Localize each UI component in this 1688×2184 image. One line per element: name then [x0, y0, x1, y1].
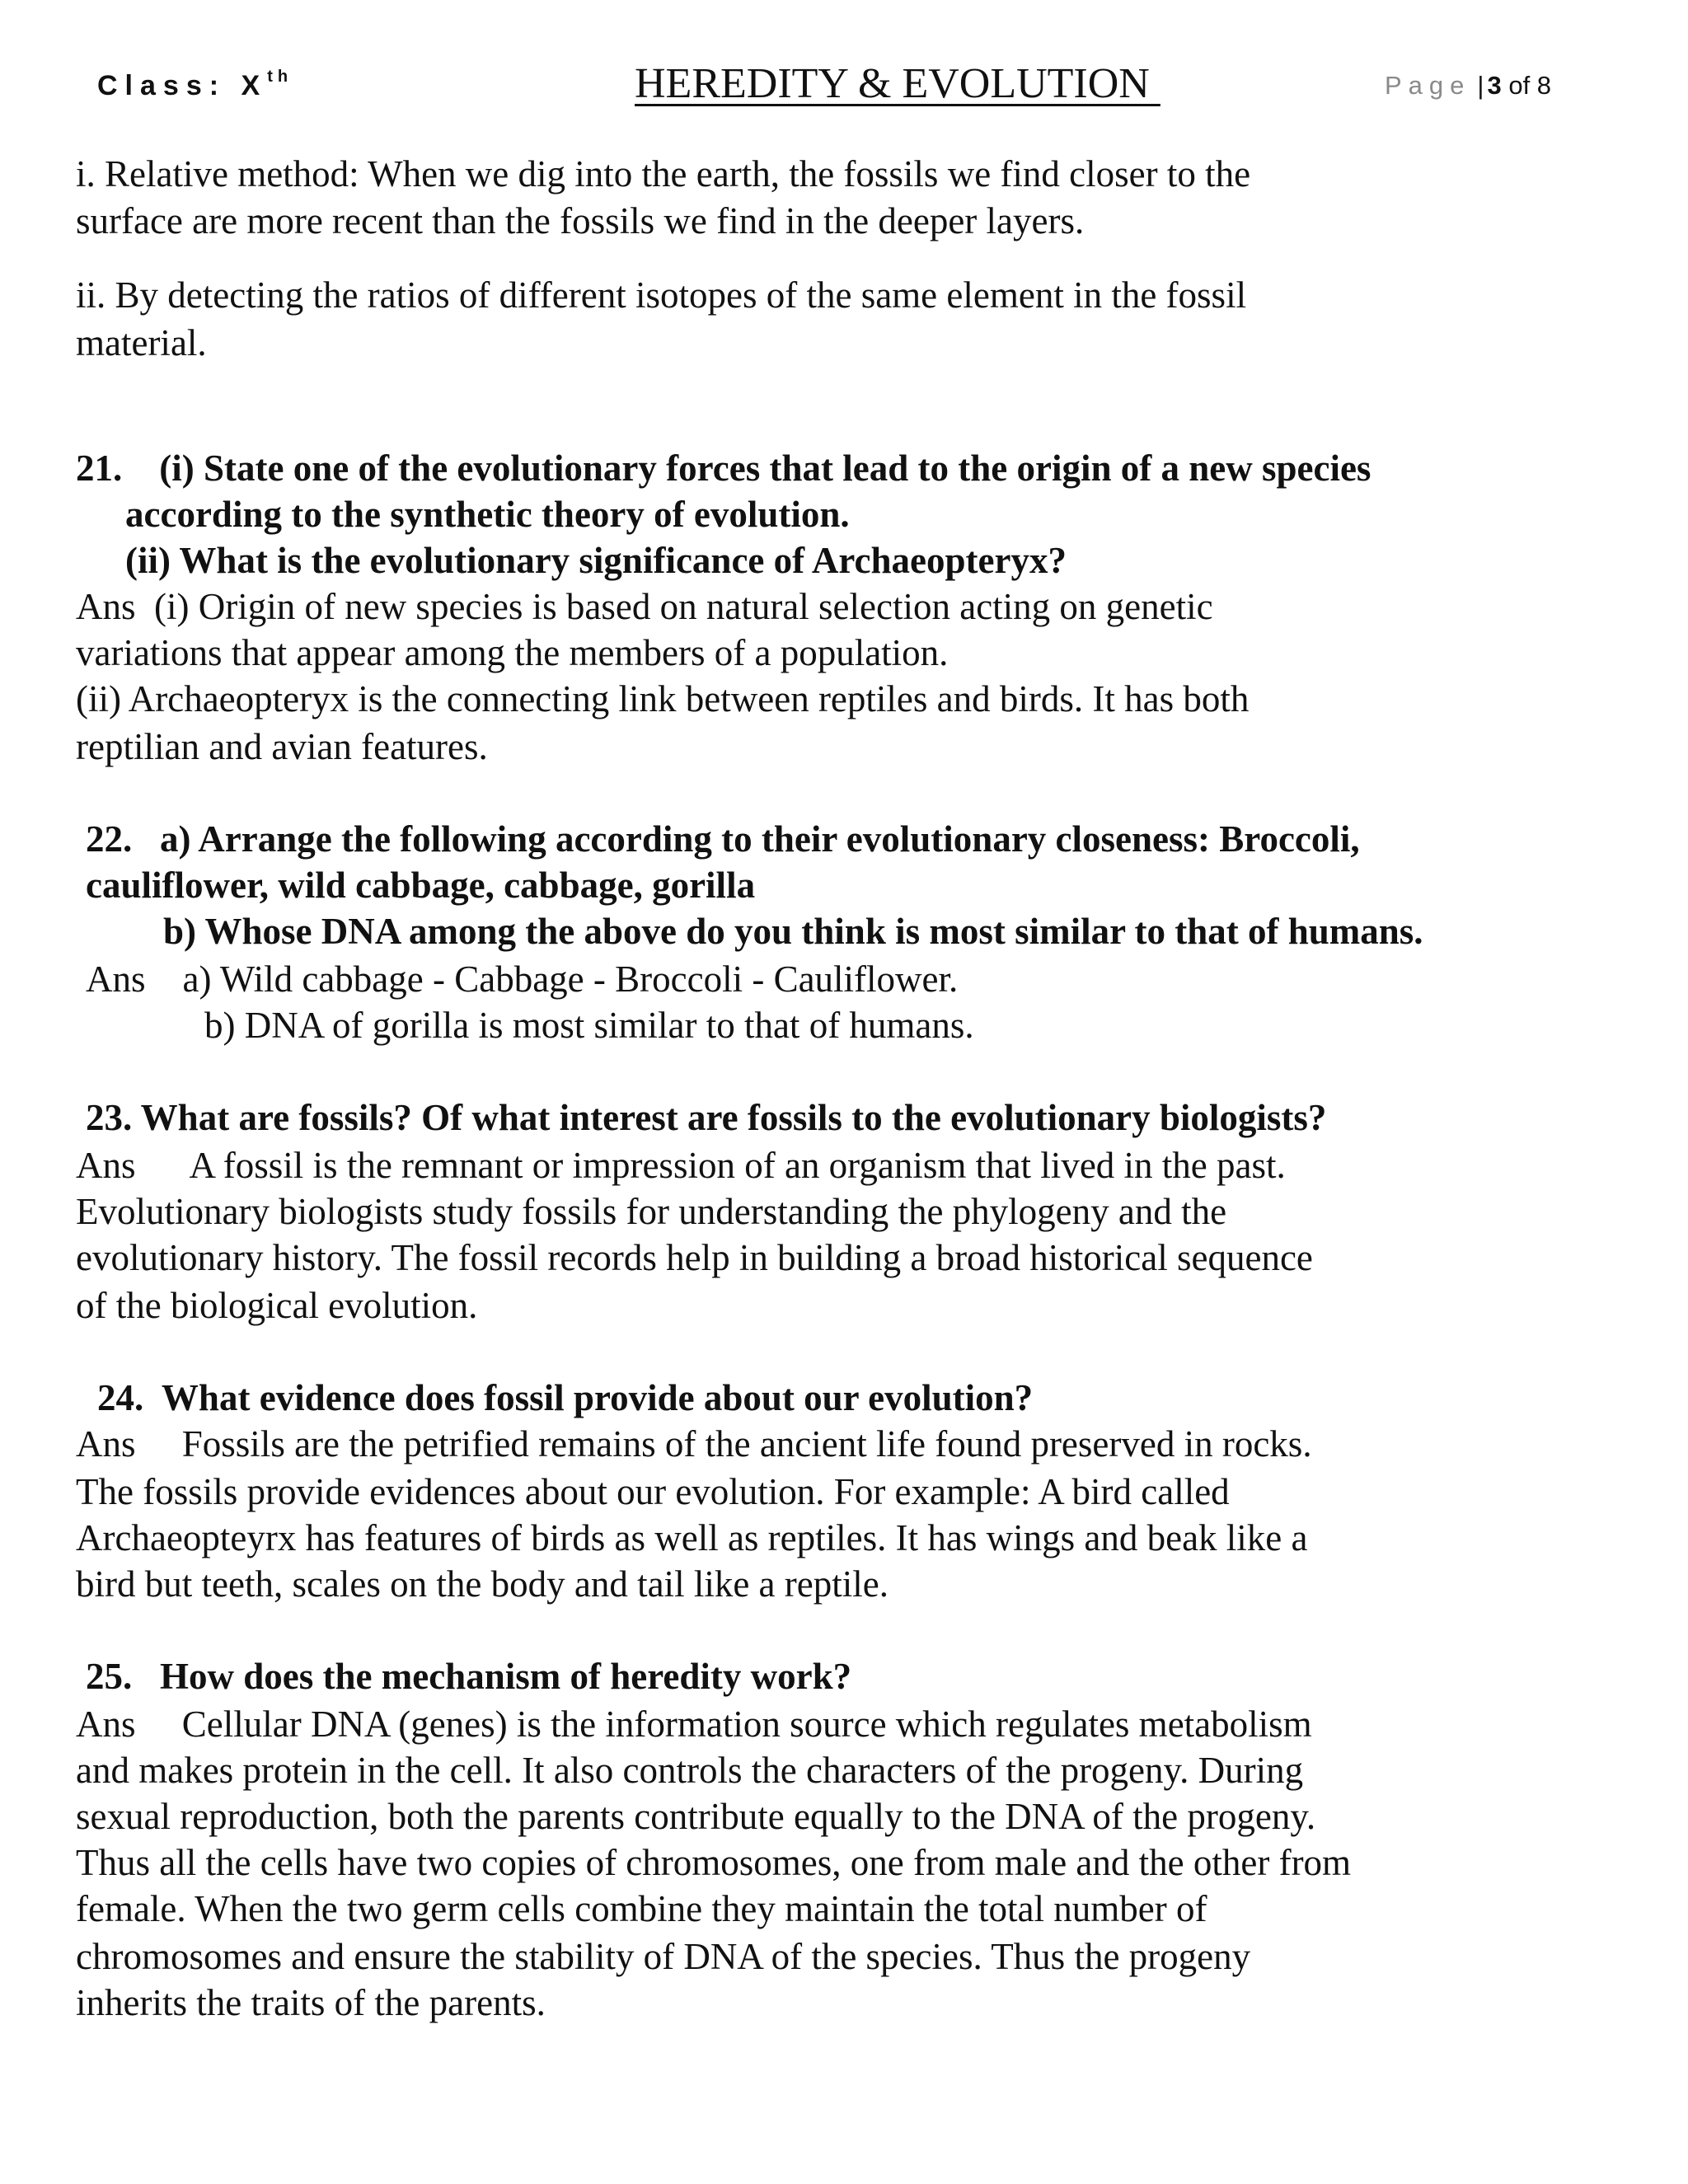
text-line: (ii) Archaeopteryx is the connecting link between reptiles and birds. It has both — [76, 678, 1250, 719]
question-25: 25. How does the mechanism of heredity work? — [86, 1656, 852, 1697]
question-22-line: cauliflower, wild cabbage, cabbage, gorilla — [86, 865, 756, 906]
text-line: chromosomes and ensure the stability of DNA of the species. Thus the progeny — [76, 1936, 1251, 1977]
answer-21: Ans (i) Origin of new species is based on natural selection acting on genetic — [76, 586, 1213, 627]
question-24: 24. What evidence does fossil provide about our evolution? — [97, 1377, 1034, 1418]
text-line: i. Relative method: When we dig into the earth, the fossils we find closer to the — [76, 153, 1251, 194]
text-line: Thus all the cells have two copies of chromosomes, one from male and the other from — [76, 1842, 1352, 1883]
text-line: bird but teeth, scales on the body and tail like a reptile. — [76, 1563, 889, 1605]
text-line: female. When the two germ cells combine they maintain the total number of — [76, 1888, 1207, 1929]
answer-23: Ans A fossil is the remnant or impression of an organism that lived in the past. — [76, 1145, 1286, 1186]
question-21-line: according to the synthetic theory of evolution. — [125, 494, 850, 535]
text-line: reptilian and avian features. — [76, 726, 488, 767]
text-line: The fossils provide evidences about our evolution. For example: A bird called — [76, 1471, 1230, 1512]
text-line: sexual reproduction, both the parents contribute equally to the DNA of the progeny. — [76, 1796, 1316, 1837]
answer-24: Ans Fossils are the petrified remains of the ancient life found preserved in rocks. — [76, 1423, 1312, 1465]
page-separator: | — [1477, 71, 1484, 100]
class-label — [97, 68, 293, 102]
answer-22: Ans a) Wild cabbage - Cabbage - Broccoli - Cauliflower. — [86, 958, 959, 1000]
text-line: ii. By detecting the ratios of different isotopes of the same element in the fossil — [76, 274, 1247, 316]
question-22-part-b: b) Whose DNA among the above do you think is most similar to that of humans. — [163, 911, 1423, 952]
page-current: 3 — [1487, 71, 1502, 100]
text-line: material. — [76, 322, 207, 363]
text-line: surface are more recent than the fossils we find in the deeper layers. — [76, 200, 1085, 241]
text-line: variations that appear among the members of a population. — [76, 632, 949, 673]
class-superscript: th — [267, 68, 293, 86]
answer-25: Ans Cellular DNA (genes) is the information source which regulates metabolism — [76, 1704, 1312, 1745]
text-line: and makes protein in the cell. It also controls the characters of the progeny. During — [76, 1750, 1304, 1791]
answer-22-part-b: b) DNA of gorilla is most similar to that of humans. — [204, 1005, 974, 1046]
question-21: 21. (i) State one of the evolutionary forces that lead to the origin of a new species — [76, 448, 1372, 489]
page-word: Page — [1385, 71, 1471, 100]
text-line: Archaeopteyrx has features of birds as well as reptiles. It has wings and beak like a — [76, 1517, 1308, 1558]
page-total: of 8 — [1501, 71, 1552, 100]
question-22: 22. a) Arrange the following according to their evolutionary closeness: Broccoli, — [86, 818, 1360, 860]
question-23: 23. What are fossils? Of what interest are fossils to the evolutionary biologists? — [86, 1097, 1327, 1138]
text-line: evolutionary history. The fossil records help in building a broad historical sequence — [76, 1237, 1313, 1278]
text-line: inherits the traits of the parents. — [76, 1982, 546, 2023]
text-line: of the biological evolution. — [76, 1285, 478, 1326]
class-text: Class: X — [97, 70, 268, 101]
page-number — [1385, 71, 1551, 101]
question-21-part-ii: (ii) What is the evolutionary significance of Archaeopteryx? — [125, 540, 1067, 581]
text-line: Evolutionary biologists study fossils for understanding the phylogeny and the — [76, 1191, 1227, 1232]
page-title: HEREDITY & EVOLUTION — [635, 60, 1160, 107]
